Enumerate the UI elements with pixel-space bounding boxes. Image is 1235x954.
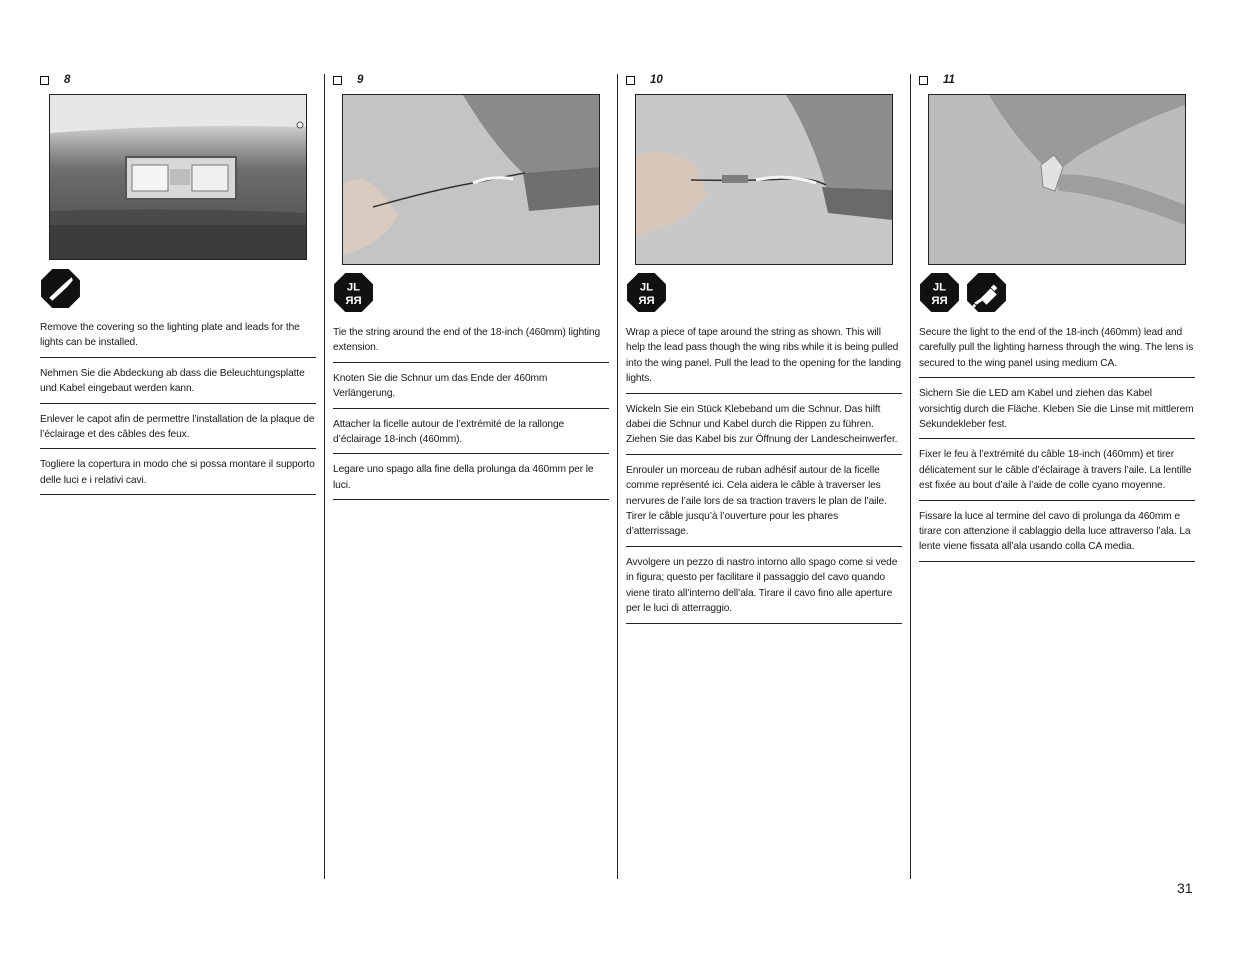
instruction-english: Tie the string around the end of the 18-inch (460mm) lighting extension. — [333, 323, 609, 363]
instruction-texts — [333, 323, 609, 506]
step-number: 10 — [650, 74, 663, 86]
page-number: 31 — [1177, 880, 1193, 896]
step-9 — [333, 72, 609, 491]
instruction-french: Enlever le capot afin de permettre l’installation de la plaque de l’éclairage et des câbles des feux. — [40, 410, 316, 450]
step-header — [333, 72, 609, 88]
svg-text:JL: JL — [932, 281, 947, 294]
step-photo — [928, 94, 1186, 265]
instruction-italian: Togliere la copertura in modo che si possa montare il supporto delle luci e i relativi cavi. — [40, 455, 316, 495]
left-right-symmetry-icon — [333, 272, 374, 313]
checkbox[interactable] — [40, 76, 49, 85]
column-divider — [617, 74, 618, 879]
step-11 — [919, 72, 1195, 553]
svg-text:RR: RR — [345, 294, 362, 307]
tool-icons — [333, 272, 374, 313]
tool-icons — [919, 272, 1007, 313]
instruction-texts — [919, 323, 1195, 568]
hobby-knife-icon — [40, 268, 81, 309]
step-header — [626, 72, 902, 88]
step-number: 11 — [943, 74, 955, 86]
instruction-french: Attacher la ficelle autour de l’extrémité de la rallonge d’éclairage 18-inch (460mm). — [333, 415, 609, 455]
instruction-english: Remove the covering so the lighting plate and leads for the lights can be installed. — [40, 318, 316, 358]
step-header — [40, 72, 316, 88]
checkbox[interactable] — [919, 76, 928, 85]
checkbox[interactable] — [626, 76, 635, 85]
instruction-texts — [626, 323, 902, 630]
instruction-english: Secure the light to the end of the 18-inch (460mm) lead and carefully pull the lighting harness through the wing. The lens is secured to the wing panel using medium CA. — [919, 323, 1195, 378]
glue-bottle-icon — [966, 272, 1007, 313]
left-right-symmetry-icon — [919, 272, 960, 313]
instruction-english: Wrap a piece of tape around the string as shown. This will help the lead pass though the wing ribs while it is being pulled into the wing panel. Pull the lead to the opening for the landing lights. — [626, 323, 902, 394]
instruction-german: Wickeln Sie ein Stück Klebeband um die Schnur. Das hilft dabei die Schnur und Kabel durch die Rippen zu führen. Ziehen Sie das Kabel bis zur Öffnung der Landescheinwerfer. — [626, 400, 902, 455]
step-header — [919, 72, 1195, 88]
step-number: 9 — [357, 74, 364, 86]
instruction-italian: Legare uno spago alla fine della prolunga da 460mm per le luci. — [333, 460, 609, 500]
instruction-french: Fixer le feu à l’extrémité du câble 18-inch (460mm) et tirer délicatement sur le câble d’éclairage à travers l’aile. La lentille est fixée au bout d’aile à l’aide de colle cyano moyenne. — [919, 445, 1195, 500]
instruction-italian: Avvolgere un pezzo di nastro intorno allo spago come si vede in figura; questo per facilitare il passaggio del cavo quando viene tirato all’interno dell’ala. Tirare il cavo fino alle aperture per le luci di atterraggio. — [626, 553, 902, 624]
step-8 — [40, 72, 316, 486]
svg-text:RR: RR — [931, 294, 948, 307]
svg-text:JL: JL — [346, 281, 361, 294]
column-divider — [910, 74, 911, 879]
svg-text:RR: RR — [638, 294, 655, 307]
column-divider — [324, 74, 325, 879]
step-10 — [626, 72, 902, 615]
tool-icons — [40, 268, 81, 309]
instruction-texts — [40, 318, 316, 501]
left-right-symmetry-icon — [626, 272, 667, 313]
step-number: 8 — [64, 74, 71, 86]
tool-icons — [626, 272, 667, 313]
instruction-italian: Fissare la luce al termine del cavo di prolunga da 460mm e tirare con attenzione il cablaggio della luce attraverso l’ala. La lente viene fissata all’ala usando colla CA media. — [919, 507, 1195, 562]
svg-text:JL: JL — [639, 281, 654, 294]
step-photo — [49, 94, 307, 260]
checkbox[interactable] — [333, 76, 342, 85]
instruction-german: Sichern Sie die LED am Kabel und ziehen das Kabel vorsichtig durch die Fläche. Kleben Sie die Linse mit mittlerem Sekundekleber fest. — [919, 384, 1195, 439]
instruction-french: Enrouler un morceau de ruban adhésif autour de la ficelle comme représenté ici. Cela aidera le câble à traverser les nervures de l’aile lors de sa traction travers le plan de l’aile. Tirer le câble jusqu’à l’ouverture pour les phares d’atterrissage. — [626, 461, 902, 547]
instruction-german: Knoten Sie die Schnur um das Ende der 460mm Verlängerung. — [333, 369, 609, 409]
step-photo — [635, 94, 893, 265]
instruction-german: Nehmen Sie die Abdeckung ab dass die Beleuchtungsplatte und Kabel eingebaut werden kann. — [40, 364, 316, 404]
step-photo — [342, 94, 600, 265]
